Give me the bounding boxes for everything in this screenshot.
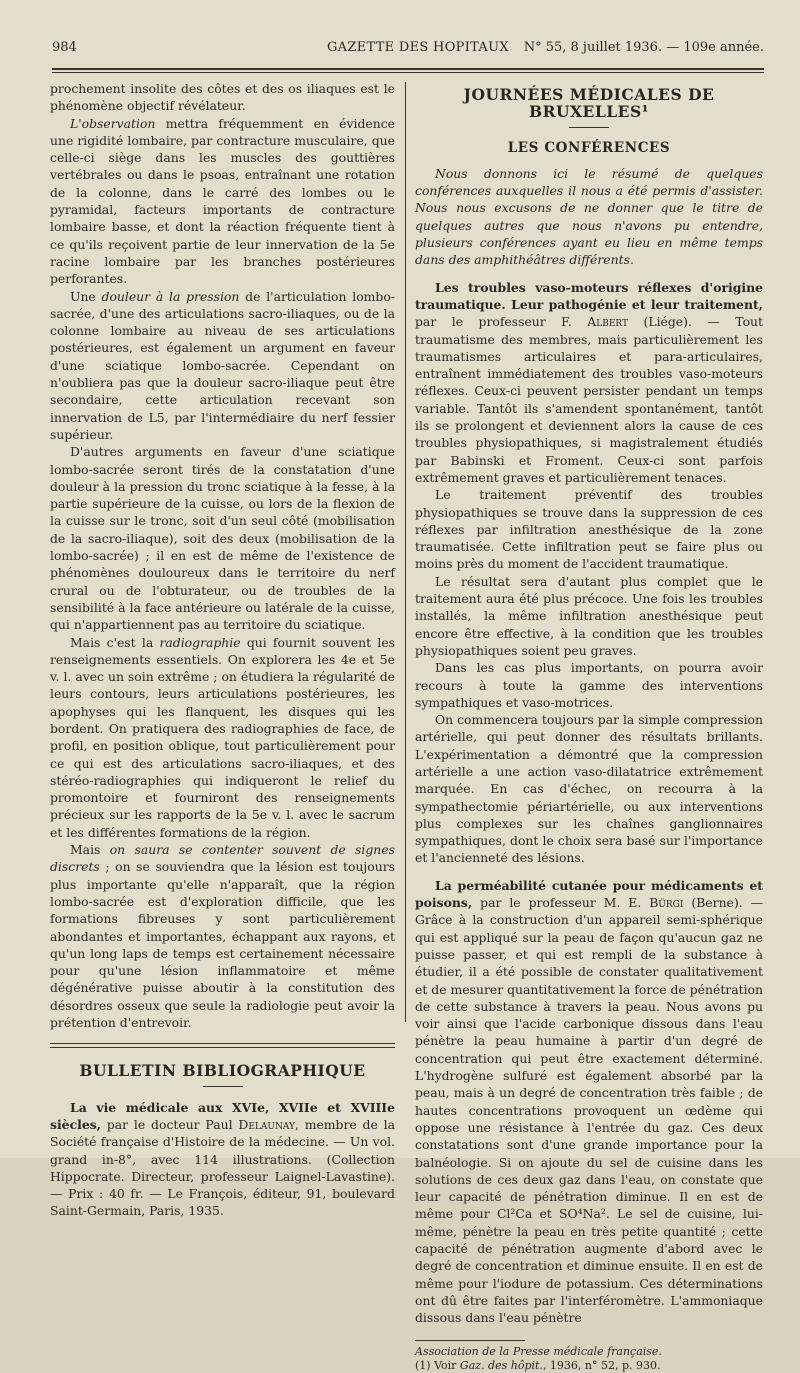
- paragraph: Dans les cas plus importants, on pourra avoir recours à toute la gamme des interventions sympathiques et vaso-motrices.: [415, 660, 763, 710]
- paragraph: Mais c'est la radiographie qui fournit souvent les renseignements essentiels. On explorera les 4e et 5e v. l. avec un soin extrême ; on étudiera la régularité de leurs contours, leurs articulations postérieures, les apophyses qui les flanquent, les disques qui les bordent. On pratiquera des radiographies de face, de profil, en position oblique, tout particulièrement pour ce qui est des articulations sacro-iliaques, et des stéréo-radiographies qui indiqueront le relief du promontoire et fourniront des renseignements précieux sur les rapports de la 5e v. l. avec le sacrum et les différentes formations de la région.: [50, 634, 396, 840]
- paragraph: L'observation mettra fréquemment en évidence une rigidité lombaire, par contracture musculaire, que celle-ci siège dans les muscles des gouttières vertébrales ou dans le psoas, entraînant une rotation de la colonne, dans le carré des lombes ou le pyramidal, facteurs importants de contracture lombaire basse, et dont la réaction fréquente tient à ce qu'ils reçoivent partie de leur innervation de la 5e racine lombaire par les branches postérieures perforantes.: [50, 115, 395, 287]
- column-divider: [405, 82, 406, 1022]
- title-rule: [203, 1086, 243, 1087]
- section-subtitle: LES CONFÉRENCES: [507, 139, 671, 156]
- intro-paragraph: Nous donnons ici le résumé de quelques conférences auxquelles il nous a été permis d'assister. Nous nous excusons de ne donner que le titre de quelques autres que nous n'avons pu entendre, plusieurs conférences ayant eu lieu en même temps dans des amphithéâtres différents.: [415, 165, 763, 268]
- paragraph: On commencera toujours par la simple compression artérielle, qui peut donner des résultats brillants. L'expérimentation a démontré que la compression artérielle a une action vaso-dilatatrice extrêmement marquée. En cas d'échec, on recourra à la sympathectomie périartérielle, ou aux interventions plus complexes sur les chaînes ganglionnaires sympathiques, dont le choix sera basé sur l'importance et l'ancienneté des lésions.: [415, 712, 763, 866]
- bibliography-title: BULLETIN BIBLIOGRAPHIQUE: [79, 1061, 366, 1081]
- title-rule: [569, 127, 609, 128]
- left-column: [50, 80, 395, 1220]
- paragraph: D'autres arguments en faveur d'une sciatique lombo-sacrée seront tirés de la constatation d'une douleur à la pression du tronc sciatique à la fesse, à la partie supérieure de la cuisse, ou lors de la flexion de la cuisse sur le tronc, soit d'un seul côté (mobilisation de la sacro-iliaque), soit des deux (mobilisation de la lombo-sacrée) ; il en est de même de l'existence de phénomènes douloureux dans le territoire du nerf crural ou de l'obturateur, ou de troubles de la sensibilité à la face antérieure ou latérale de la cuisse, qui n'appartiennent pas au territoire du sciatique.: [50, 444, 395, 633]
- page-number: 984: [52, 40, 77, 55]
- article-lead: Les troubles vaso-moteurs réflexes d'origine traumatique. Leur pathogénie et leur traitement, par le professeur F. Albert (Liége). — Tout traumatisme des membres, mais particulièrement les traumatismes articulaires et para-articulaires, entraînent immédiatement des troubles vaso-moteurs réflexes. Ceux-ci peuvent persister pendant un temps variable. Tantôt ils s'amendent spontanément, tantôt ils se prolongent et deviennent alors la cause de ces troubles physiopathiques, si magistralement étudiés par Babinski et Froment. Ceux-ci sont parfois extrêmement graves et particulièrement tenaces.: [415, 279, 763, 485]
- footnote-rule: [415, 1340, 525, 1341]
- section-separator: [50, 1043, 395, 1048]
- paragraph: Le traitement préventif des troubles physiopathiques se trouve dans la suppression de ces réflexes par infiltration anesthésique de la zone traumatisée. Cette infiltration peut se faire plus ou moins près du moment de l'accident traumatique.: [415, 487, 763, 572]
- article-lead: La perméabilité cutanée pour médicaments et poisons, par le professeur M. E. Bürgi (Berne). — Grâce à la construction d'un appareil semi-sphérique qui est appliqué sur la peau de façon qu'aucun gaz ne puisse passer, et qui est rempli de la substance à étudier, il a été possible de constater qualitativement et de mesurer quantitativement la force de pénétration de cette substance à travers la peau. Nous avons pu voir ainsi que l'acide carbonique dissous dans l'eau pénètre la peau humaine à partir d'un degré de concentration qui peut être exactement déterminé. L'hydrogène sulfuré est également absorbé par la peau, mais à un degré de concentration très faible ; de hautes concentrations provoquent un œdème qui oppose une résistance à l'entrée du gaz. Ces deux constatations sont d'une grande importance pour la balnéologie. Si on ajoute du sel de cuisine dans les solutions de ces deux gaz dans l'eau, on constate que leur capacité de pénétration diminue. Il en est de même pour Cl²Ca et SO⁴Na². Le sel de cuisine, lui-même, pénètre la peau en très petite quantité ; cette capacité de pénétration augmente d'abord avec le degré de concentration et diminue ensuite. Il en est de même pour l'iodure de potassium. Ces déterminations ont dû être faites par l'interféromètre. L'ammoniaque dissous dans l'eau pénètre: [415, 877, 763, 1326]
- header-rule-thin: [52, 72, 764, 73]
- header-rule: [52, 68, 764, 70]
- section-title: JOURNÉES MÉDICALES DE BRUXELLES¹: [463, 85, 715, 122]
- paragraph: Le résultat sera d'autant plus complet que le traitement aura été plus précoce. Une fois les troubles installés, la même infiltration anesthésique peut encore être effective, à la condition que les troubles physiopathiques soient peu graves.: [415, 573, 763, 658]
- paragraph: prochement insolite des côtes et des os iliaques est le phénomène objectif révélateur.: [50, 81, 395, 114]
- paragraph: Une douleur à la pression de l'articulation lombo-sacrée, d'une des articulations sacro-iliaques, ou de la colonne lombaire au niveau de ses articulations postérieures, est également un argument en faveur d'une sciatique lombo-sacrée. Cependant on n'oubliera pas que la douleur sacro-iliaque peut être secondaire, cette articulation recevant son innervation de L5, par l'intermédiaire du nerf fessier supérieur.: [50, 288, 395, 442]
- bibliography-entry: La vie médicale aux XVIe, XVIIe et XVIIIe siècles, par le docteur Paul Delaunay, membre de la Société française d'Histoire de la médecine. — Un vol. grand in-8°, avec 114 illustrations. (Collection Hippocrate. Directeur, professeur Laignel-Lavastine). — Prix : 40 fr. — Le François, éditeur, 91, boulevard Saint-Germain, Paris, 1935.: [50, 1099, 396, 1219]
- footnote-association: Association de la Presse médicale française.: [415, 1345, 662, 1359]
- issue-date: N° 55, 8 juillet 1936. — 109e année.: [523, 40, 764, 55]
- footnote-reference: (1) Voir Gaz. des hôpit., 1936, n° 52, p. 930.: [415, 1359, 661, 1373]
- page-header: [52, 40, 764, 64]
- right-column: [415, 80, 763, 1373]
- paragraph: Mais on saura se contenter souvent de signes discrets ; on se souviendra que la lésion est toujours plus importante qu'elle n'apparaît, que la région lombo-sacrée est d'exploration difficile, que les formations fibreuses y sont particulièrement abondantes et importantes, échappant aux rayons, et qu'un long laps de temps est certainement nécessaire pour qu'une lésion inflammatoire et même dégénérative puisse aboutir à la constitution des désordres osseux que seule la radiologie peut avoir la prétention d'entrevoir.: [50, 842, 395, 1031]
- journal-title: GAZETTE DES HOPITAUX: [327, 40, 509, 55]
